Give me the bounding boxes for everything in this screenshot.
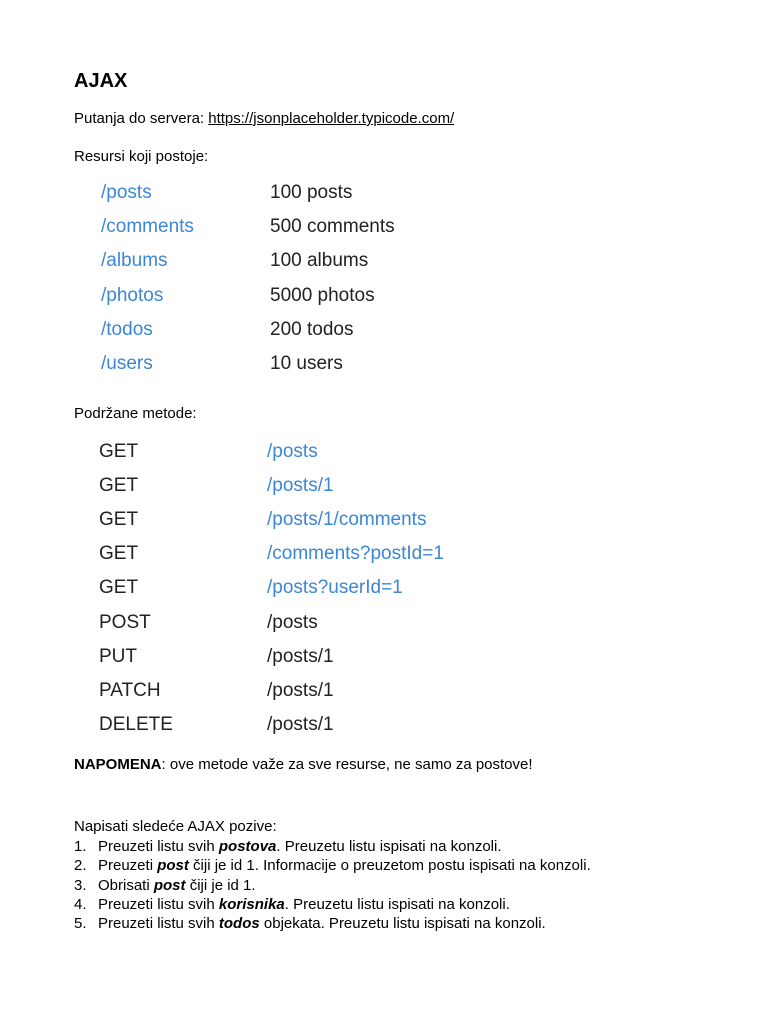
task-emphasis: post (157, 857, 189, 875)
methods-heading: Podržane metode: (74, 405, 197, 422)
method-verb: GET (99, 509, 139, 530)
method-verb: GET (99, 475, 139, 496)
method-path: /posts?userId=1 (267, 577, 403, 598)
server-line (74, 110, 454, 128)
resource-path: /posts (101, 182, 152, 203)
resource-desc: 10 users (270, 353, 343, 374)
task-item (74, 914, 754, 933)
method-path: /posts (267, 441, 318, 462)
resource-desc: 100 albums (270, 250, 369, 271)
task-text-before: Preuzeti (98, 857, 158, 875)
task-text-before: Preuzeti listu svih (98, 838, 219, 855)
method-verb: GET (99, 577, 139, 598)
method-path: /posts/1 (267, 475, 334, 496)
task-text-after: . Preuzetu listu ispisati na konzoli. (284, 895, 510, 913)
tasks-list (74, 837, 754, 933)
resources-heading: Resursi koji postoje: (74, 148, 209, 165)
task-emphasis: postova (218, 838, 277, 855)
task-text-after: objekata. Preuzetu listu ispisati na konzoli. (259, 915, 546, 933)
method-path: /posts/1 (267, 646, 334, 667)
task-number: 5. (74, 915, 87, 933)
method-path: /posts/1 (267, 714, 334, 735)
task-item (74, 895, 754, 914)
task-number: 1. (74, 838, 87, 855)
task-text-after: čiji je id 1. (185, 876, 256, 894)
task-text-before: Preuzeti listu svih (98, 915, 219, 933)
resource-desc: 200 todos (270, 319, 354, 340)
resource-desc: 500 comments (270, 216, 395, 237)
resource-desc: 100 posts (270, 182, 353, 203)
resource-path: /comments (101, 216, 194, 237)
resource-path: /photos (101, 285, 164, 306)
method-path: /posts/1/comments (267, 509, 427, 530)
note-label: NAPOMENA (74, 756, 162, 773)
task-item (74, 856, 754, 875)
method-verb: GET (99, 441, 139, 462)
task-emphasis: post (153, 876, 186, 894)
task-text-after: čiji je id 1. Informacije o preuzetom postu ispisati na konzoli. (188, 857, 591, 875)
method-path: /posts (267, 612, 318, 633)
task-item (74, 876, 754, 895)
resource-path: /todos (101, 319, 153, 340)
method-verb: POST (99, 612, 151, 633)
method-verb: PUT (99, 646, 137, 667)
method-path: /posts/1 (267, 680, 334, 701)
method-verb: PATCH (99, 680, 161, 701)
task-emphasis: korisnika (218, 895, 285, 913)
task-text-before: Obrisati (98, 876, 154, 894)
page-title: AJAX (74, 70, 128, 92)
task-text-after: . Preuzetu listu ispisati na konzoli. (276, 838, 502, 855)
server-url-link[interactable]: https://jsonplaceholder.typicode.com/ (208, 110, 455, 127)
task-number: 3. (74, 876, 87, 894)
method-verb: DELETE (99, 714, 173, 735)
task-text-before: Preuzeti listu svih (98, 895, 219, 913)
task-number: 2. (74, 857, 87, 875)
task-number: 4. (74, 895, 87, 913)
task-emphasis: todos (218, 915, 260, 933)
resource-path: /albums (101, 250, 168, 271)
resource-desc: 5000 photos (270, 285, 375, 306)
server-label: Putanja do servera: (74, 110, 205, 127)
method-verb: GET (99, 543, 139, 564)
method-path: /comments?postId=1 (267, 543, 444, 564)
resource-path: /users (101, 353, 153, 374)
note-text: : ove metode važe za sve resurse, ne samo za postove! (161, 756, 533, 773)
tasks-intro: Napisati sledeće AJAX pozive: (74, 818, 277, 835)
note-line (74, 756, 533, 774)
task-item (74, 837, 754, 856)
